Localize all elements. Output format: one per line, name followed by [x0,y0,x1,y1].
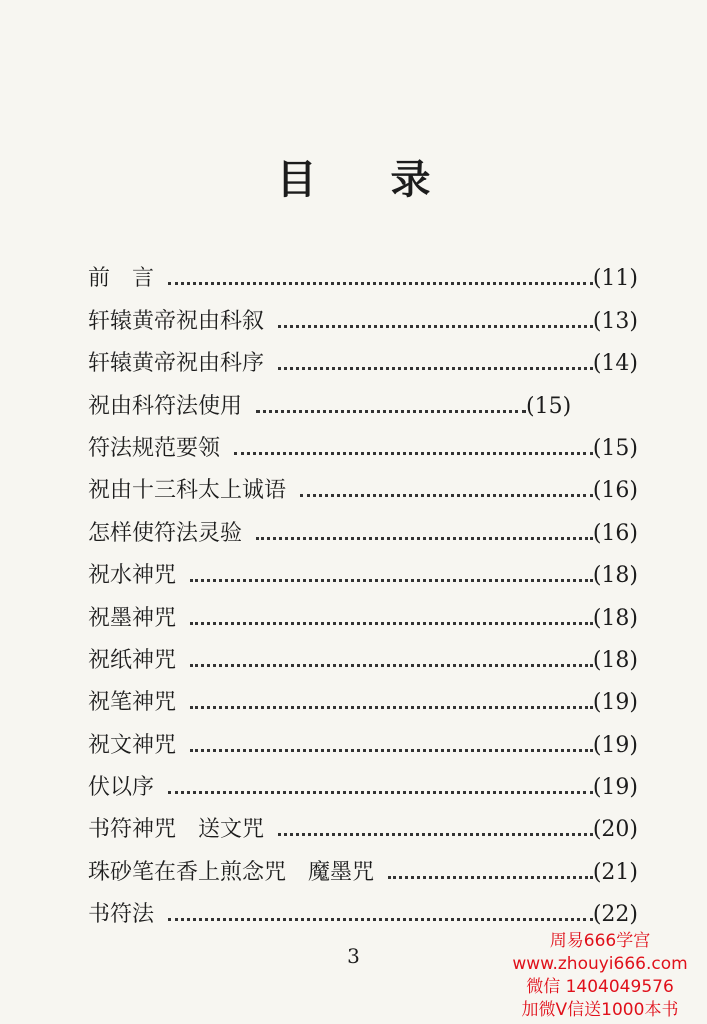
dot-leader [168,282,593,285]
page-number: 3 [347,944,360,968]
watermark [495,930,705,1022]
toc-row [88,252,638,294]
toc-page-number: (21) [592,859,638,885]
toc-entry-title: 祝墨神咒 [88,605,177,631]
dot-leader [168,791,593,794]
toc-entry-title: 祝由科符法使用 [88,393,243,419]
table-of-contents [88,252,638,930]
toc-entry-title: 祝纸神咒 [88,647,177,673]
toc-page-number: (20) [592,817,638,843]
toc-page-number: (19) [592,775,638,801]
toc-page-number: (18) [592,563,638,589]
toc-page-number: (14) [592,351,638,377]
toc-entry-title: 珠砂笔在香上煎念咒 魔墨咒 [88,859,375,885]
toc-row [88,422,638,464]
toc-entry-title: 怎样使符法灵验 [88,520,243,546]
toc-entry-title: 书符神咒 送文咒 [88,817,265,843]
toc-row [88,591,638,633]
toc-entry-title: 前 言 [88,266,155,292]
toc-row [88,506,638,548]
toc-page-number: (11) [592,266,638,292]
toc-page-number: (22) [592,902,638,928]
toc-row [88,379,638,421]
toc-row [88,845,638,887]
toc-entry-title: 符法规范要领 [88,435,221,461]
dot-leader [256,410,526,413]
toc-entry-title: 轩辕黄帝祝由科序 [88,351,265,377]
toc-row [88,803,638,845]
toc-entry-title: 轩辕黄帝祝由科叙 [88,308,265,334]
toc-page-number: (16) [592,478,638,504]
toc-page-number: (15) [526,393,572,419]
dot-leader [388,876,593,879]
toc-row [88,337,638,379]
watermark-line: 周易666学宫 [549,931,651,951]
toc-row [88,634,638,676]
toc-page-number: (19) [592,732,638,758]
toc-row [88,549,638,591]
toc-row [88,718,638,760]
dot-leader [190,622,593,625]
toc-page-number: (16) [592,520,638,546]
toc-page-number: (13) [592,308,638,334]
dot-leader [190,749,593,752]
toc-row [88,676,638,718]
toc-page-number: (15) [592,435,638,461]
watermark-line: www.zhouyi666.com [512,954,688,974]
toc-entry-title: 祝文神咒 [88,732,177,758]
dot-leader [300,494,593,497]
toc-row [88,464,638,506]
toc-entry-title: 祝由十三科太上诚语 [88,478,287,504]
toc-entry-title: 伏以序 [88,775,155,801]
dot-leader [234,452,593,455]
dot-leader [190,706,593,709]
dot-leader [168,918,593,921]
page-title: 目 录 [276,157,461,203]
dot-leader [278,833,593,836]
toc-page-number: (19) [592,690,638,716]
toc-row [88,294,638,336]
toc-entry-title: 祝水神咒 [88,563,177,589]
toc-entry-title: 书符法 [88,902,155,928]
toc-row [88,761,638,803]
dot-leader [256,537,593,540]
dot-leader [278,367,593,370]
dot-leader [190,664,593,667]
toc-row [88,888,638,930]
dot-leader [190,579,593,582]
watermark-line: 加微V信送1000本书 [521,1000,679,1020]
toc-page-number: (18) [592,605,638,631]
dot-leader [278,325,593,328]
toc-page-number: (18) [592,647,638,673]
watermark-line: 微信 1404049576 [526,977,674,997]
toc-entry-title: 祝笔神咒 [88,690,177,716]
